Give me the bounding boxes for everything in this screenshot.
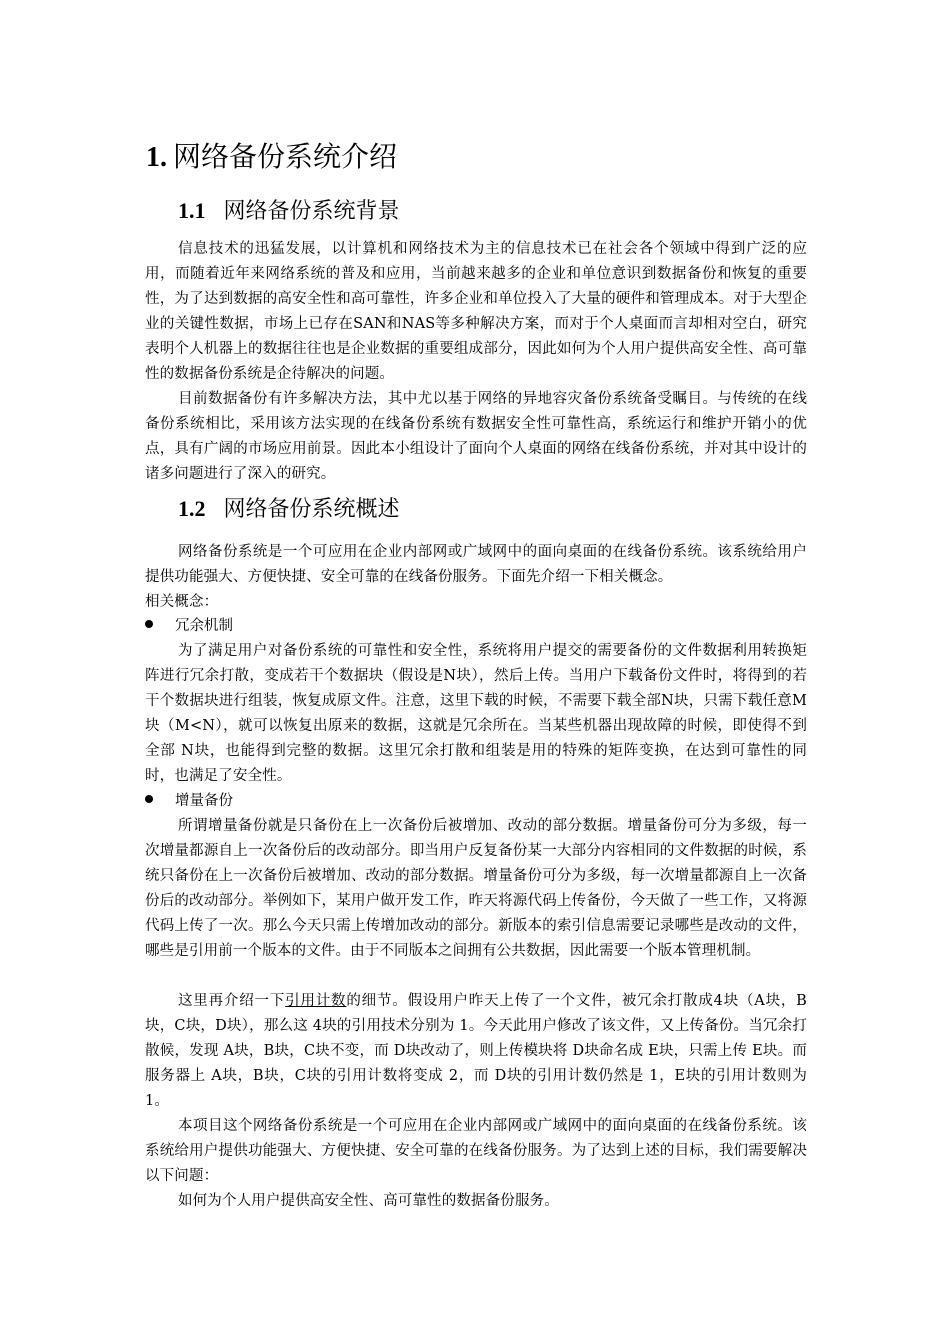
section-title: 网络备份系统介绍 — [173, 140, 398, 173]
subsection-heading-1-1 — [178, 196, 400, 227]
redundancy-paragraph: 为了满足用户对备份系统的可靠性和安全性，系统将用户提交的需要备份的文件数据利用转换矩阵进行冗余打散，变成若干个数据块（假设是N块），然后上传。当用户下载备份文件时，将得到的若干个数据块进行组装，恢复成原文件。注意，这里下载的时候，不需要下载全部N块，只需下载任意M块（M<N），就可以恢复出原来的数据，这就是冗余所在。当某些机器出现故障的时候，即使得不到全部 N块，也能得到完整的数据。这里冗余打散和组装是用的特殊的矩阵变换，在达到可靠性的同时，也满足了安全性。 — [145, 643, 807, 784]
bullet-label: 冗余机制 — [175, 618, 233, 634]
bullet-dot — [145, 795, 153, 803]
bullet-label: 增量备份 — [175, 793, 233, 809]
background-paragraph-1: 信息技术的迅猛发展，以计算机和网络技术为主的信息技术已在社会各个领域中得到广泛的应用，而随着近年来网络系统的普及和应用，当前越来越多的企业和单位意识到数据备份和恢复的重要性，为了达到数据的高安全性和高可靠性，许多企业和单位投入了大量的硬件和管理成本。对于大型企业的关键性数据，市场上已存在SAN和NAS等多种解决方案，而对于个人桌面而言却相对空白，研究表明个人机器上的数据往往也是企业数据的重要组成部分，因此如何为个人用户提供高安全性、高可靠性的数据备份系统是企待解决的问题。 — [145, 241, 807, 382]
question-paragraph: 如何为个人用户提供高安全性、高可靠性的数据备份服务。 — [178, 1193, 559, 1209]
bullet-incremental — [145, 789, 233, 814]
subsection-title: 网络备份系统背景 — [223, 199, 400, 224]
bullet-redundancy — [145, 614, 233, 639]
subsection-title: 网络备份系统概述 — [223, 497, 400, 522]
section-heading — [146, 138, 397, 177]
project-paragraph: 本项目这个网络备份系统是一个可应用在企业内部网或广域网中的面向桌面的在线备份系统。该系统给用户提供功能强大、方便快捷、安全可靠的在线备份服务。为了达到上述的目标，我们需要解决以下问题： — [145, 1118, 807, 1184]
background-paragraph-2: 目前数据备份有许多解决方法，其中尤以基于网络的异地容灾备份系统备受瞩目。与传统的在线备份系统相比，采用该方法实现的在线备份系统有数据安全性可靠性高，系统运行和维护开销小的优点，具有广阔的市场应用前景。因此本小组设计了面向个人桌面的网络在线备份系统，并对其中设计的诸多问题进行了深入的研究。 — [145, 391, 807, 482]
overview-paragraph: 网络备份系统是一个可应用在企业内部网或广域网中的面向桌面的在线备份系统。该系统给用户提供功能强大、方便快捷、安全可靠的在线备份服务。下面先介绍一下相关概念。 — [145, 544, 807, 585]
reference-count-text-pre: 这里再介绍一下 — [178, 993, 286, 1009]
concepts-label: 相关概念： — [145, 594, 219, 610]
incremental-paragraph: 所谓增量备份就是只备份在上一次备份后被增加、改动的部分数据。增量备份可分为多级，每一次增量都源自上一次备份后的改动部分。即当用户反复备份某一大部分内容相同的文件数据的时候，系统只备份在上一次备份后被增加、改动的部分数据。增量备份可分为多级，每一次增量都源自上一次备份后的改动部分。举例如下，某用户做开发工作，昨天将源代码上传备份，今天做了一些工作，又将源代码上传了一次。那么今天只需上传增加改动的部分。新版本的索引信息需要记录哪些是改动的文件，哪些是引用前一个版本的文件。由于不同版本之间拥有公共数据，因此需要一个版本管理机制。 — [145, 818, 807, 959]
reference-count-paragraph — [145, 989, 807, 1114]
subsection-number: 1.2 — [178, 496, 206, 521]
subsection-number: 1.1 — [178, 198, 206, 223]
reference-count-text-post: 的细节。假设用户昨天上传了一个文件，被冗余打散成4块（A块，B块，C块，D块），那么这 4块的引用技术分别为 1。今天此用户修改了该文件，又上传备份。当冗余打散候，发现 A块，B块，C块不变，而 D块改动了，则上传模块将 D块命名成 E块，只需上传 E块。而服务器上 A块，B块，C块的引用计数将变成 2，而 D块的引用计数仍然是 1，E块的引用计数则为 1。 — [145, 993, 807, 1109]
bullet-dot — [145, 620, 153, 628]
reference-count-term: 引用计数 — [285, 993, 347, 1009]
section-number: 1. — [146, 142, 167, 173]
subsection-heading-1-2 — [178, 494, 400, 525]
